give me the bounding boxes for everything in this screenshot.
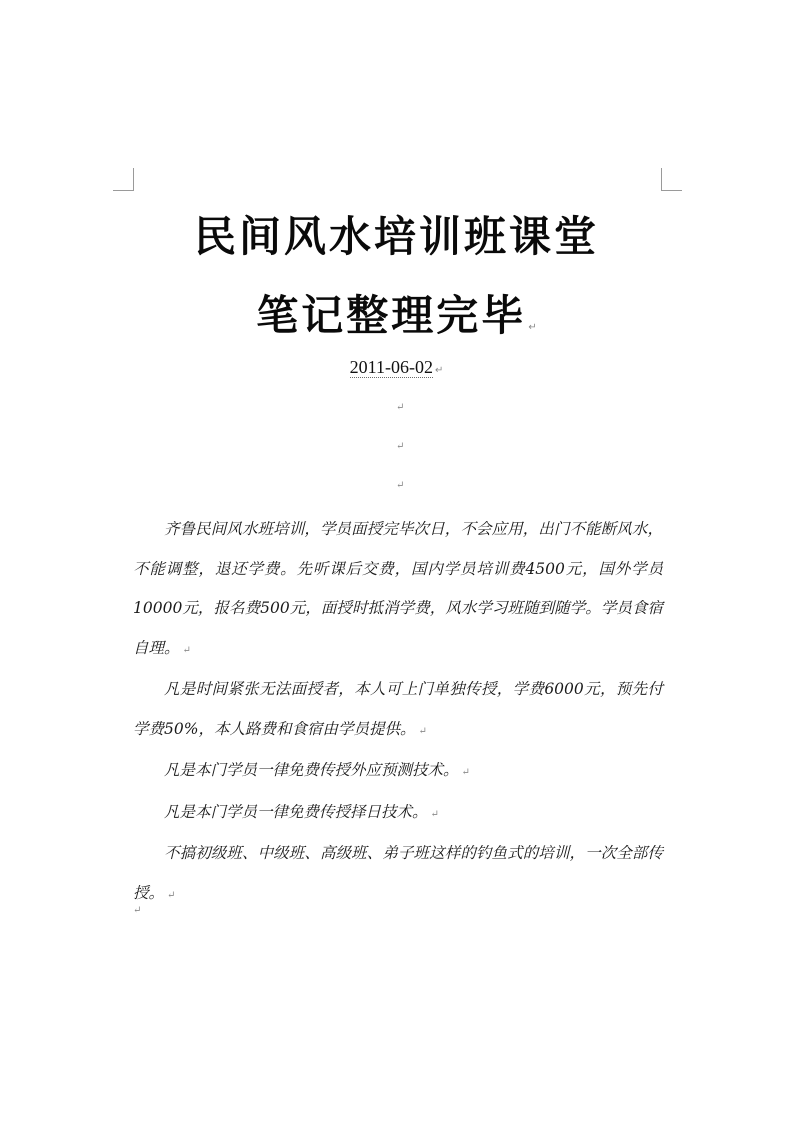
title-line-1-text: 民间风水培训班课堂 [193, 212, 599, 261]
crop-mark-top-left [113, 168, 134, 191]
body-paragraph [133, 510, 663, 670]
paragraph-text: 凡是本门学员一律免费传授外应预测技术。 [164, 761, 459, 779]
body-paragraph [133, 751, 663, 793]
title-line-1 [110, 204, 683, 264]
paragraph-text: 凡是时间紧张无法面授者，本人可上门单独传授，学费6000元，预先付学费50%，本人路费和食宿由学员提供。 [133, 680, 663, 738]
paragraph-text: 凡是本门学员一律免费传授择日技术。 [164, 802, 428, 821]
document-date [110, 357, 683, 378]
date-text: 2011-06-02 [349, 357, 433, 377]
title-line-2 [110, 283, 683, 343]
paragraph-mark-icon: ↵ [182, 644, 191, 656]
empty-paragraph-mark-icon: ↵ [396, 402, 405, 413]
paragraph-mark-icon: ↵ [430, 808, 439, 820]
paragraph-mark-icon: ↵ [167, 889, 176, 901]
paragraph-text: 不搞初级班、中级班、高级班、弟子班这样的钓鱼式的培训，一次全部传授。 [133, 844, 663, 902]
paragraph-mark-icon: ↵ [528, 322, 537, 333]
paragraph-text: 齐鲁民间风水班培训，学员面授完毕次日，不会应用，出门不能断风水，不能调整，退还学费。先听课后交费，国内学员培训费4500元，国外学员10000元，报名费500元，面授时抵消学费，风水学习班随到随学。学员食宿自理。 [133, 520, 663, 657]
end-paragraph-mark-icon: ↵ [133, 905, 142, 916]
document-body [133, 510, 663, 915]
empty-paragraph-mark-icon: ↵ [396, 441, 405, 452]
paragraph-mark-icon: ↵ [461, 767, 470, 778]
paragraph-mark-icon: ↵ [418, 725, 427, 737]
empty-paragraph-mark-icon: ↵ [396, 480, 405, 491]
crop-mark-top-right [661, 168, 682, 191]
body-paragraph [133, 793, 663, 835]
body-paragraph [133, 670, 663, 751]
body-paragraph [133, 834, 663, 915]
title-line-2-text: 笔记整理完毕 [256, 291, 527, 340]
paragraph-mark-icon: ↵ [434, 365, 444, 376]
